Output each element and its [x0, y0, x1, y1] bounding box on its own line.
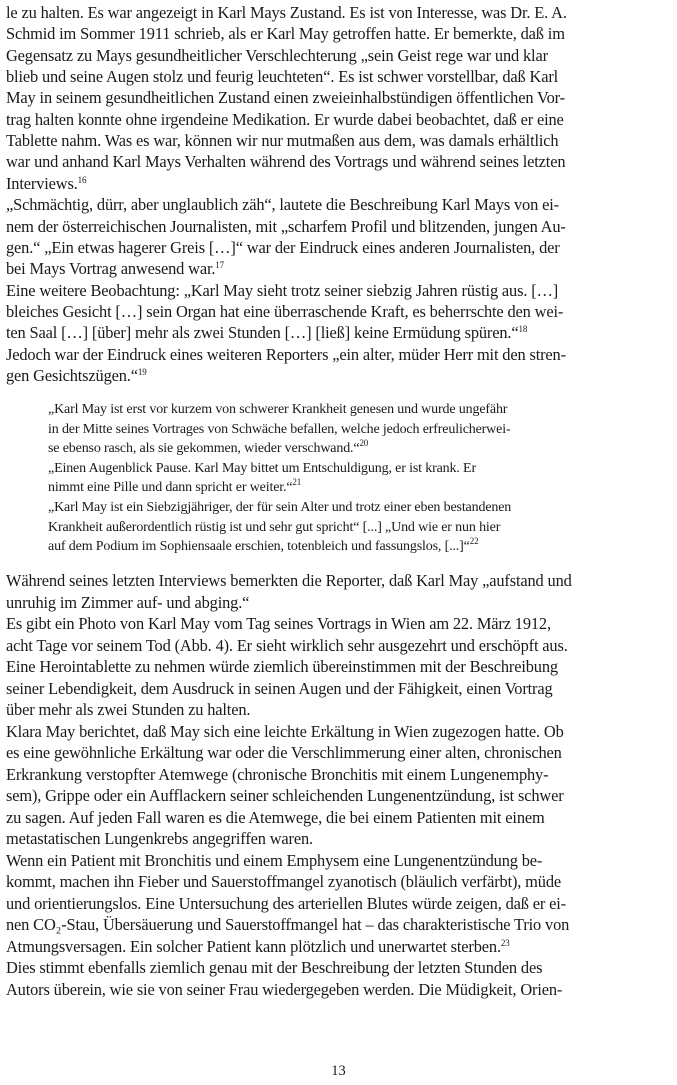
- text-line: [6, 850, 672, 871]
- text-line: [6, 678, 672, 699]
- text-line: [48, 459, 666, 478]
- line-text: „Karl May ist erst vor kurzem von schwerer Krankheit genesen und wurde ungefähr: [48, 402, 508, 417]
- line-text: nem der österreichischen Journalisten, mit „scharfem Profil und blitzenden, jungen Au-: [6, 216, 566, 236]
- text-line: [6, 785, 672, 806]
- footnote-marker: 21: [292, 478, 302, 488]
- text-line: [6, 280, 672, 301]
- text-line: [6, 592, 672, 613]
- text-line: [6, 301, 672, 322]
- line-text: Es gibt ein Photo von Karl May vom Tag seines Vortrags in Wien am 22. März 1912,: [6, 614, 551, 633]
- text-line: [48, 420, 666, 439]
- text-line: [48, 498, 666, 517]
- text-line: [48, 518, 666, 537]
- line-text: zu sagen. Auf jeden Fall waren es die Atemwege, die bei einem Patienten mit einem: [6, 807, 545, 827]
- line-text: Autors überein, wie sie von seiner Frau wiedergegeben werden. Die Müdigkeit, Orien-: [6, 979, 563, 999]
- line-text: Wenn ein Patient mit Bronchitis und einem Emphysem eine Lungenentzündung be-: [6, 850, 543, 870]
- text-line: [48, 478, 666, 497]
- line-text: se ebenso rasch, als sie gekommen, wieder verschwand.“: [48, 441, 360, 457]
- text-line: [6, 613, 672, 634]
- line-text: Klara May berichtet, daß May sich eine leichte Erkältung in Wien zugezogen hatte. Ob: [6, 721, 564, 741]
- footnote-marker: 20: [359, 439, 369, 449]
- text-line: [6, 173, 672, 194]
- text-line: [6, 936, 672, 957]
- text-line: [6, 23, 672, 44]
- line-text: seiner Lebendigkeit, dem Ausdruck in seinen Augen und der Fähigkeit, einen Vortrag: [6, 678, 553, 698]
- line-text: ten Saal […] [über] mehr als zwei Stunden […] [ließ] keine Ermüdung spüren.“: [6, 323, 519, 343]
- line-text: Atmungsversagen. Ein solcher Patient kann plötzlich und unerwartet sterben.: [6, 936, 501, 956]
- line-text: Schmid im Sommer 1911 schrieb, als er Karl May getroffen hatte. Er bemerkte, daß im: [6, 24, 565, 44]
- page-number: 13: [331, 1063, 346, 1079]
- footnote-marker: 23: [500, 937, 510, 948]
- text-line: [6, 194, 672, 215]
- line-text: Dies stimmt ebenfalls ziemlich genau mit der Beschreibung der letzten Stunden des: [6, 958, 543, 977]
- line-text: metastatischen Lungenkrebs angegriffen waren.: [6, 829, 313, 848]
- text-line: [48, 537, 666, 556]
- text-line: [6, 656, 672, 677]
- text-line: [6, 807, 672, 828]
- line-text: unruhig im Zimmer auf- und abging.“: [6, 592, 250, 612]
- footnote-marker: 18: [518, 324, 528, 335]
- line-text: gen Gesichtszügen.“: [6, 365, 138, 385]
- line-text: gen.“ „Ein etwas hagerer Greis […]“ war der Eindruck eines anderen Journalisten, der: [6, 237, 560, 257]
- line-text: Eine weitere Beobachtung: „Karl May sieht trotz seiner siebzig Jahren rüstig aus. […]: [6, 280, 559, 300]
- text-line: [6, 742, 672, 763]
- text-line: [48, 400, 666, 419]
- text-line: [48, 439, 666, 458]
- footnote-marker: 19: [137, 366, 147, 377]
- line-text: le zu halten. Es war angezeigt in Karl Mays Zustand. Es ist von Interesse, was Dr. E. A.: [6, 3, 567, 22]
- line-text: Gegensatz zu Mays gesundheitlicher Verschlechterung „sein Geist rege war und klar: [6, 45, 548, 65]
- line-text: „Einen Augenblick Pause. Karl May bittet um Entschuldigung, er ist krank. Er: [48, 460, 476, 476]
- text-line: [6, 635, 672, 656]
- text-line: [6, 979, 672, 1000]
- line-text: Tablette nahm. Was es war, können wir nur mutmaßen aus dem, was damals erhältlich: [6, 131, 559, 151]
- line-text: Krankheit außerordentlich rüstig ist und sehr gut spricht“ [...] „Und wie er nun hier: [48, 519, 501, 535]
- line-text: nen CO₂-Stau, Übersäuerung und Sauerstoffmangel hat – das charakteristische Trio von: [6, 915, 570, 934]
- text-line: [6, 151, 672, 172]
- line-text: sem), Grippe oder ein Aufflackern seiner schleichenden Lungenentzündung, ist schwer: [6, 786, 564, 805]
- line-text: blieb und seine Augen stolz und feurig leuchteten“. Es ist schwer vorstellbar, daß Karl: [6, 67, 559, 87]
- text-line: [6, 45, 672, 66]
- text-line: [6, 764, 672, 785]
- line-text: Während seines letzten Interviews bemerkten die Reporter, daß Karl May „aufstand und: [6, 571, 572, 590]
- line-text: nimmt eine Pille und dann spricht er weiter.“: [48, 480, 293, 496]
- text-line: [6, 130, 672, 151]
- text-line: [6, 258, 672, 279]
- line-text: war und anhand Karl Mays Verhalten während des Vortrags und während seines letzten: [6, 152, 566, 172]
- footnote-marker: 16: [77, 174, 87, 185]
- text-line: [6, 570, 672, 591]
- line-text: über mehr als zwei Stunden zu halten.: [6, 700, 251, 719]
- line-text: trag halten konnte ohne irgendeine Medikation. Er wurde dabei beobachtet, daß er eine: [6, 109, 564, 129]
- text-line: [6, 344, 672, 365]
- text-line: [6, 893, 672, 914]
- line-text: kommt, machen ihn Fieber und Sauerstoffmangel zyanotisch (bläulich verfärbt), müde: [6, 872, 561, 891]
- line-text: bei Mays Vortrag anwesend war.: [6, 259, 216, 279]
- line-text: in der Mitte seines Vortrages von Schwäche befallen, welche jedoch erfreulicherwei-: [48, 421, 511, 437]
- text-line: [6, 216, 672, 237]
- line-text: Erkrankung verstopfter Atemwege (chronische Bronchitis mit einem Lungenemphy-: [6, 764, 549, 784]
- footnote-marker: 17: [215, 260, 224, 271]
- text-line: [6, 699, 672, 720]
- line-text: bleiches Gesicht […] sein Organ hat eine überraschende Kraft, es beherrschte den wei-: [6, 301, 564, 321]
- text-line: [6, 957, 672, 978]
- line-text: und orientierungslos. Eine Untersuchung des arteriellen Blutes würde zeigen, daß er ei-: [6, 893, 566, 913]
- text-line: [6, 871, 672, 892]
- text-line: [6, 109, 672, 130]
- text-line: [6, 237, 672, 258]
- line-text: Interviews.: [6, 173, 78, 193]
- text-line: [6, 914, 672, 935]
- footnote-marker: 22: [469, 537, 479, 547]
- text-line: [6, 721, 672, 742]
- line-text: „Schmächtig, dürr, aber unglaublich zäh“, lautete die Beschreibung Karl Mays von ei-: [6, 195, 559, 215]
- text-line: [6, 87, 672, 108]
- text-line: [6, 2, 672, 23]
- text-line: [6, 66, 672, 87]
- text-line: [6, 365, 672, 386]
- line-text: May in seinem gesundheitlichen Zustand einen zweieinhalbstündigen öffentlichen Vor-: [6, 88, 565, 108]
- line-text: auf dem Podium im Sophiensaale erschien, totenbleich und fassungslos, [...]“: [48, 539, 470, 555]
- line-text: Jedoch war der Eindruck eines weiteren Reporters „ein alter, müder Herr mit den stren-: [6, 344, 566, 364]
- line-text: es eine gewöhnliche Erkältung war oder die Verschlimmerung einer alten, chronischen: [6, 743, 562, 762]
- text-line: [6, 322, 672, 343]
- line-text: Eine Herointablette zu nehmen würde ziemlich übereinstimmen mit der Beschreibung: [6, 657, 558, 676]
- text-line: [6, 828, 672, 849]
- line-text: acht Tage vor seinem Tod (Abb. 4). Er sieht wirklich sehr ausgezehrt und erschöpft aus.: [6, 635, 568, 655]
- line-text: „Karl May ist ein Siebzigjähriger, der für sein Alter und trotz einer eben bestandenen: [48, 500, 512, 515]
